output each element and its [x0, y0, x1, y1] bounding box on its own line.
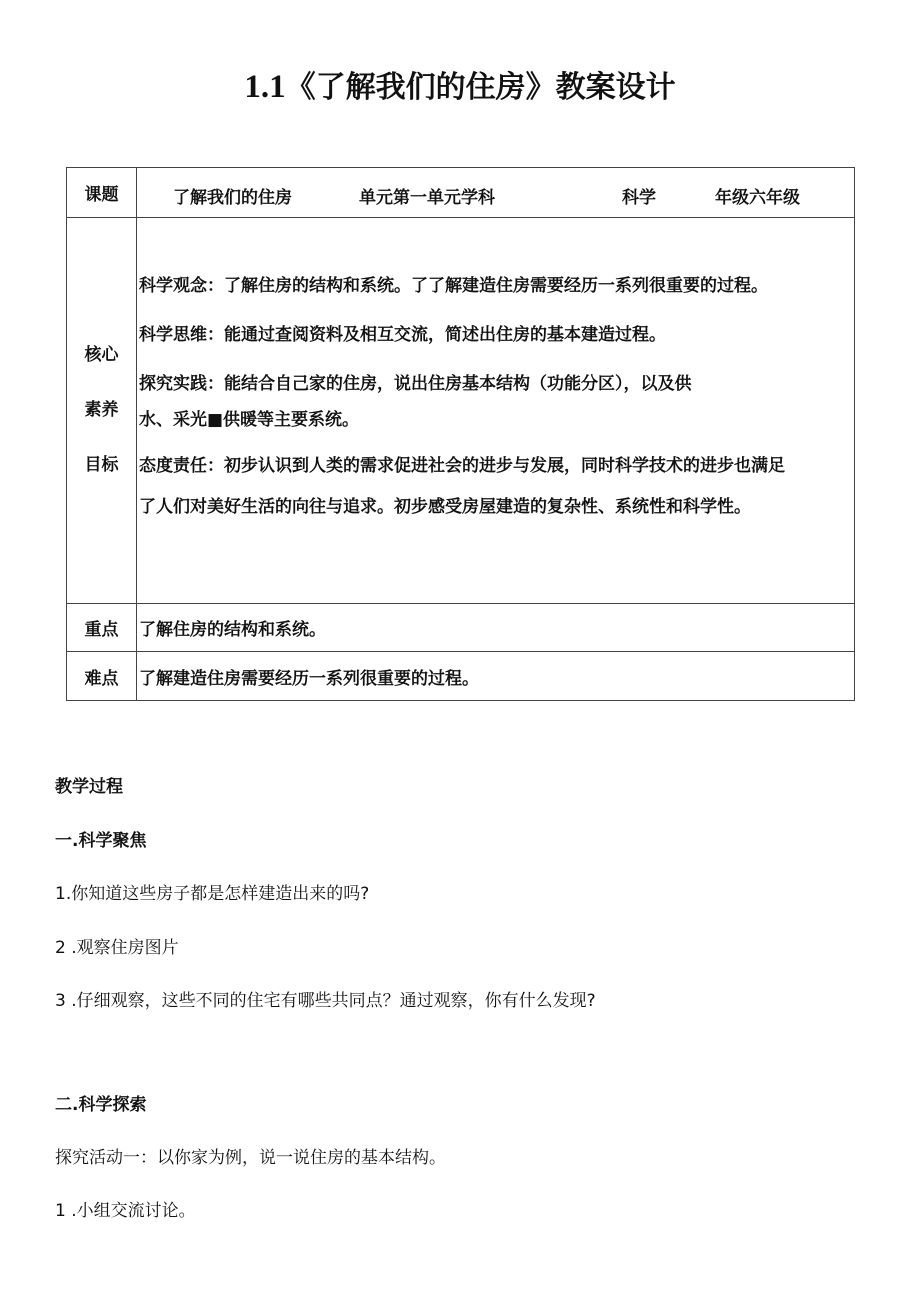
process-heading: 教学过程 — [55, 777, 123, 797]
goal-line: 水、采光■供暖等主要系统。 — [139, 410, 360, 430]
goal-line: 了人们对美好生活的向往与追求。初步感受房屋建造的复杂性、系统性和科学性。 — [139, 497, 751, 517]
core-label-line: 素养 — [84, 400, 119, 420]
goal-line: 科学观念：了解住房的结构和系统。了了解建造住房需要经历一系列很重要的过程。 — [139, 276, 768, 296]
topic-label: 课题 — [67, 168, 137, 218]
goal-line: 探究实践：能结合自己家的住房，说出住房基本结构（功能分区），以及供 — [139, 374, 692, 394]
key-point-label: 重点 — [67, 604, 137, 652]
table-row — [67, 652, 855, 701]
difficult-point-text: 了解建造住房需要经历一系列很重要的过程。 — [137, 652, 855, 701]
goal-line: 态度责任：初步认识到人类的需求促进社会的进步与发展，同时科学技术的进步也满足 — [139, 456, 785, 476]
title-text: 《了解我们的住房》教案设计 — [285, 70, 676, 105]
core-label-line: 目标 — [84, 455, 119, 475]
difficult-point-label: 难点 — [67, 652, 137, 701]
core-label-line: 核心 — [84, 345, 119, 365]
section2-item: 1 .小组交流讨论。 — [55, 1201, 196, 1221]
header-cell — [137, 168, 855, 218]
table-row — [67, 168, 855, 218]
section1-item: 1.你知道这些房子都是怎样建造出来的吗? — [55, 884, 370, 904]
table-row — [67, 218, 855, 604]
subject-value: 科学 — [622, 188, 656, 208]
table-row — [67, 604, 855, 652]
page-title — [0, 62, 920, 106]
goal-line: 科学思维：能通过查阅资料及相互交流，简述出住房的基本建造过程。 — [139, 325, 666, 345]
section1-heading: 一.科学聚焦 — [55, 831, 147, 851]
key-point-text: 了解住房的结构和系统。 — [137, 604, 855, 652]
unit-subject-value: 单元第一单元学科 — [359, 188, 495, 208]
section1-item: 3 .仔细观察，这些不同的住宅有哪些共同点？通过观察，你有什么发现? — [55, 991, 596, 1011]
section1-item: 2 .观察住房图片 — [55, 938, 179, 958]
lesson-info-table — [66, 167, 855, 701]
grade-value: 年级六年级 — [715, 188, 800, 208]
section2-heading: 二.科学探索 — [55, 1095, 147, 1115]
section2-activity: 探究活动一：以你家为例，说一说住房的基本结构。 — [55, 1148, 446, 1168]
title-number: 1.1 — [244, 69, 286, 105]
core-goals-label — [67, 218, 137, 604]
core-goals-content — [137, 218, 855, 604]
topic-value: 了解我们的住房 — [173, 188, 292, 208]
